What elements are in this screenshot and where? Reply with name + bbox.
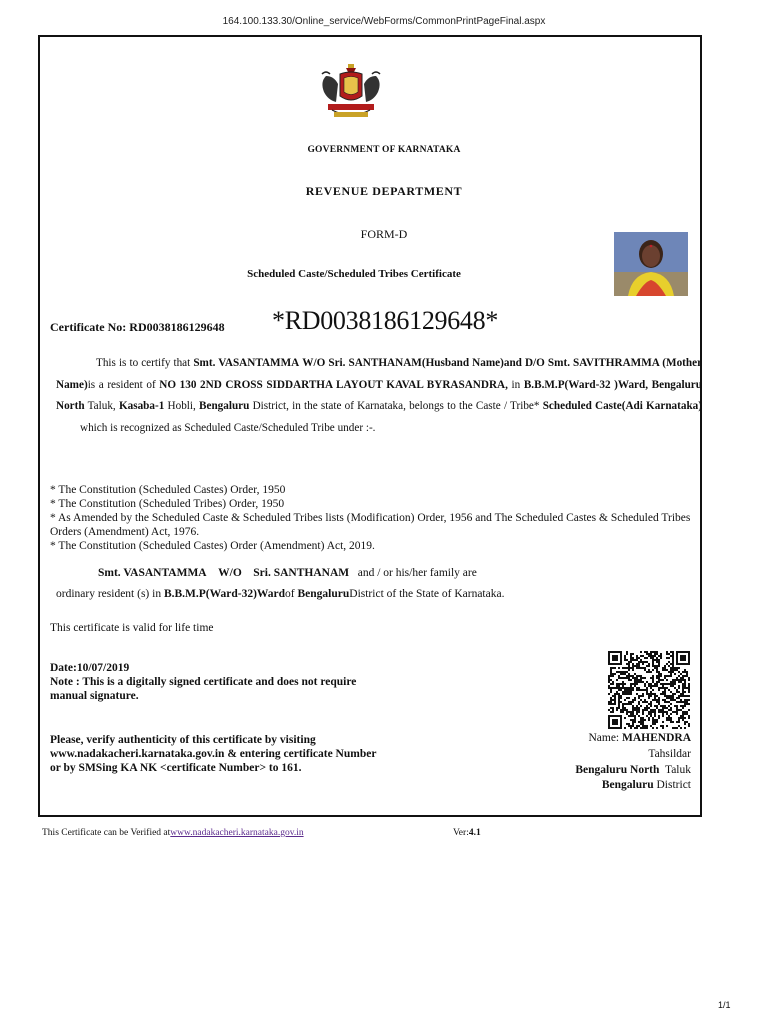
issue-date: Date:10/07/2019 [50, 662, 130, 674]
order-item: * The Constitution (Scheduled Tribes) Order, 1950 [50, 498, 285, 510]
constitution-orders-list [50, 483, 700, 553]
certificate-number [50, 320, 225, 335]
hobli-name: Kasaba-1 [118, 400, 165, 413]
signatory-block: Name: MAHENDRA Tahsildar Bengaluru North Taluk Bengaluru District [575, 732, 691, 792]
order-item: * The Constitution (Scheduled Castes) Order (Amendment) Act, 2019. [50, 540, 375, 552]
certificate-number-value: RD0038186129648 [129, 320, 225, 334]
form-label: FORM-D [360, 227, 408, 241]
department-heading: REVENUE DEPARTMENT [305, 184, 463, 198]
footer-verify: This Certificate can be Verified atwww.nadakacheri.karnataka.gov.in [42, 828, 304, 838]
applicant-name: Smt. VASANTAMMA [193, 357, 300, 369]
certificate-title: Scheduled Caste/Scheduled Tribes Certificate [247, 268, 461, 280]
mother-name: Smt. SAVITHRAMMA (Mother Name) [56, 357, 703, 391]
address: NO 130 2ND CROSS SIDDARTHA LAYOUT KAVAL BYRASANDRA, [159, 378, 508, 391]
signatory-designation: Tahsildar [648, 747, 691, 760]
order-item: * The Constitution (Scheduled Castes) Order, 1950 [50, 484, 286, 496]
certification-paragraph: This is to certify that Smt. VASANTAMMA W/O Sri. SANTHANAM(Husband Name)and D/O Smt. SAVITHRAMMA (Mother Name)is a resident of NO 130 2ND CROSS SIDDARTHA LAYOUT KAVAL BYRASANDRA, in B.B.M.P(Ward-32 )Ward, Bengaluru North Taluk, Kasaba-1 Hobli, Bengaluru District, in the state of Karnataka, belongs to the Caste / Tribe* Scheduled Caste(Adi Karnataka) which is recognized as Scheduled Caste/Scheduled Tribe under :-. [56, 357, 703, 434]
signatory-name: MAHENDRA [622, 732, 691, 744]
district-name: Bengaluru [199, 400, 250, 413]
version-label: Ver:4.1 [453, 828, 481, 838]
husband-name: Sri. SANTHANAM(Husband Name) [328, 357, 504, 369]
caste-name: Scheduled Caste(Adi Karnataka) [542, 400, 702, 413]
ward: B.B.M.P(Ward-32 )Ward, [523, 378, 649, 391]
applicant-photo [614, 232, 688, 296]
certificate-barcode-text: *RD0038186129648* [272, 306, 499, 335]
digital-signature-note: Note : This is a digitally signed certificate and does not require manual signature. [50, 676, 357, 702]
nadakacheri-link[interactable]: www.nadakacheri.karnataka.gov.in [170, 828, 304, 838]
government-heading: GOVERNMENT OF KARNATAKA [307, 145, 461, 155]
certificate-number-label: Certificate No: [50, 320, 127, 334]
validity-statement: This certificate is valid for life time [50, 622, 214, 634]
residence-line-1: Smt. VASANTAMMA W/O Sri. SANTHANAM and / or his/her family are [98, 567, 477, 579]
page-counter: 1/1 [718, 1000, 731, 1010]
residence-line-2: ordinary resident (s) in B.B.M.P(Ward-32)Wardof BengaluruDistrict of the State of Karnataka. [56, 588, 505, 600]
order-item: * As Amended by the Scheduled Caste & Scheduled Tribes lists (Modification) Order, 1956 and The Scheduled Castes & Scheduled Tribes Orders (Amendment) Act, 1976. [50, 512, 691, 538]
verify-instructions: Please, verify authenticity of this certificate by visiting www.nadakacheri.karnataka.gov.in & entering certificate Number or by SMSing KA NK <certificate Number> to 161. [50, 734, 377, 774]
browser-url: 164.100.133.30/Online_service/WebForms/CommonPrintPageFinal.aspx [222, 16, 546, 27]
karnataka-emblem-icon [318, 64, 384, 120]
taluk-name: Bengaluru North [56, 378, 702, 413]
qr-code-icon [608, 651, 690, 729]
issue-date-block [50, 661, 380, 703]
